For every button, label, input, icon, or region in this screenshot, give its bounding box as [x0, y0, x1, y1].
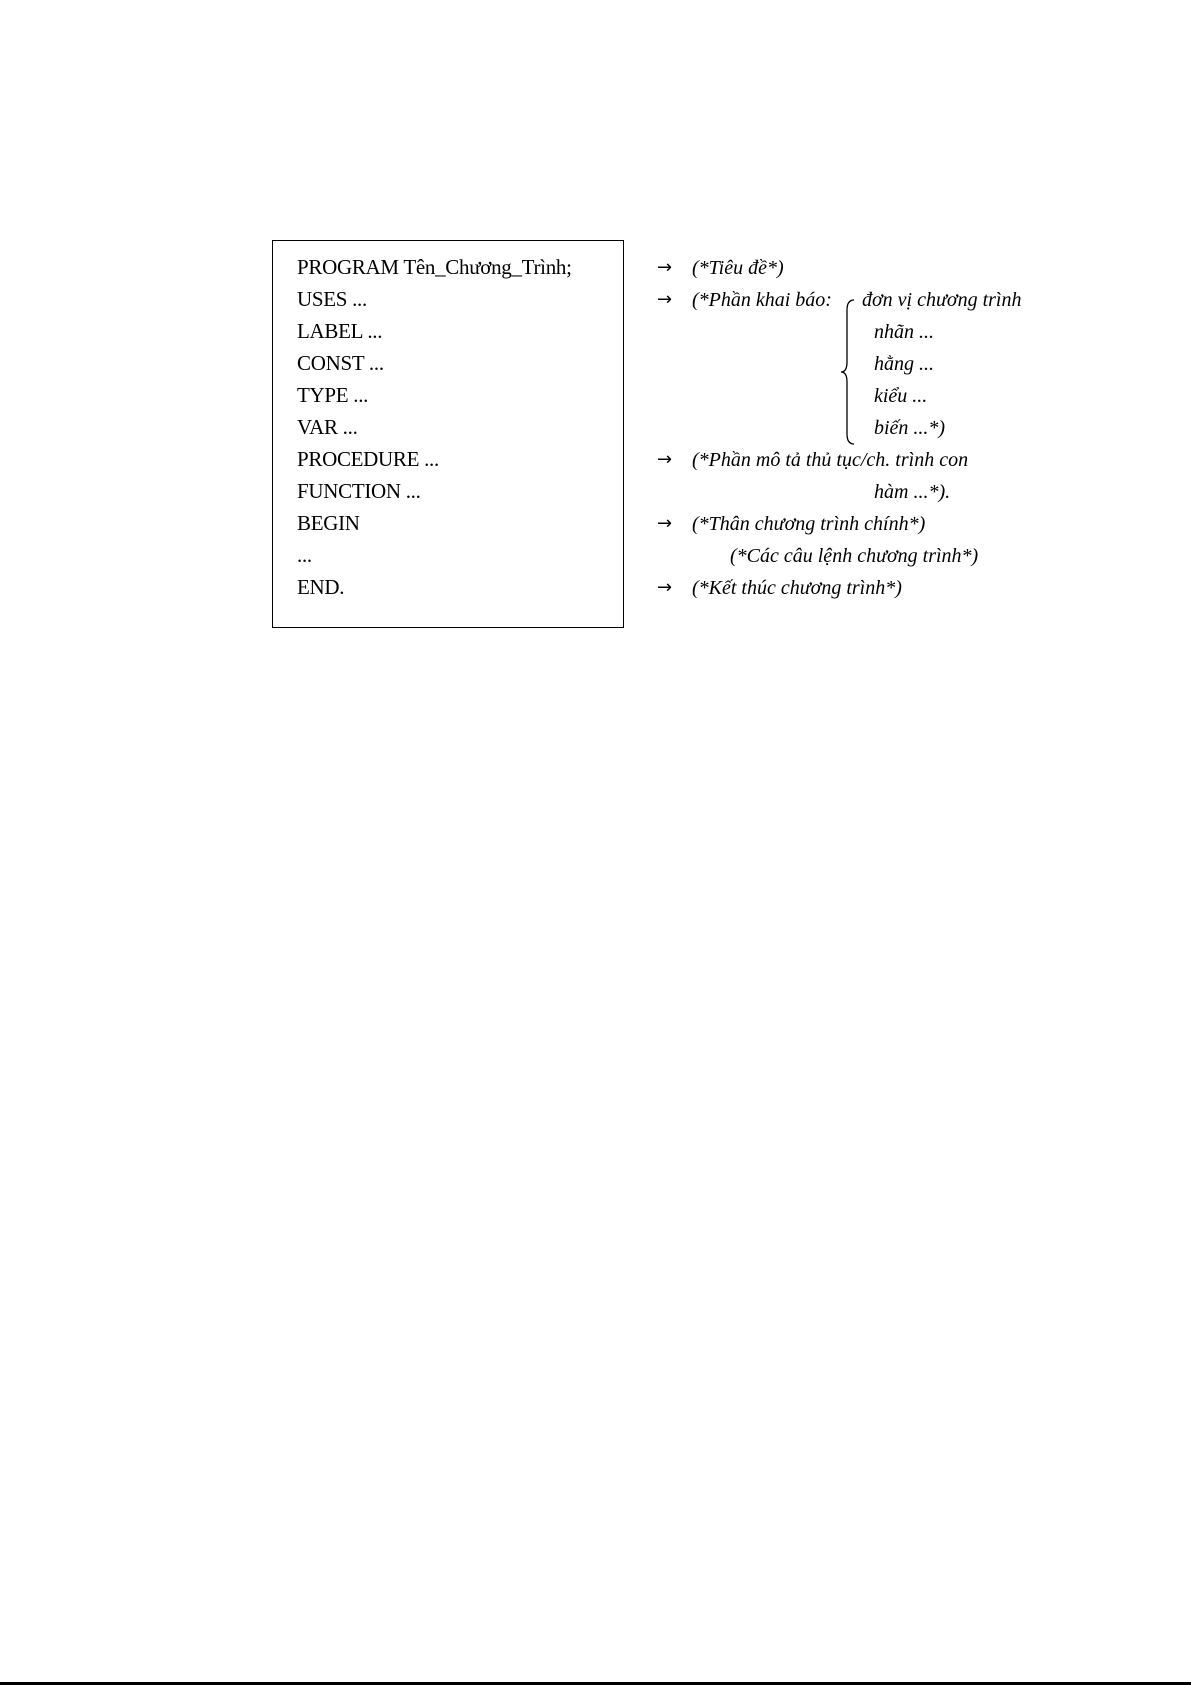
- note-declaration-unit: đơn vị chương trình: [862, 289, 1022, 311]
- code-line-const: CONST ...: [297, 351, 384, 375]
- note-procedure-cont: hàm ...*).: [874, 481, 951, 503]
- note-declaration-var-item: biến ...*): [874, 417, 946, 439]
- arrow-icon-end: →: [657, 577, 673, 598]
- note-procedure-label: (*Phần mô tả thủ tục/ch. trình con: [692, 449, 969, 471]
- note-declaration-label-item: nhãn ...: [874, 321, 934, 343]
- arrow-icon-title: →: [657, 257, 673, 278]
- code-line-label: LABEL ...: [297, 319, 383, 343]
- arrow-icon-declaration: →: [657, 289, 673, 310]
- note-declaration-const-item: hằng ...: [874, 353, 934, 375]
- note-statements-label: (*Các câu lệnh chương trình*): [730, 545, 979, 567]
- note-declaration-type-item: kiểu ...: [874, 385, 928, 407]
- curly-brace-icon: [838, 298, 858, 446]
- arrow-icon-procedure: →: [657, 449, 673, 470]
- code-line-var: VAR ...: [297, 415, 358, 439]
- code-line-uses: USES ...: [297, 287, 367, 311]
- code-line-begin: BEGIN: [297, 511, 360, 535]
- code-line-type: TYPE ...: [297, 383, 369, 407]
- code-line-function: FUNCTION ...: [297, 479, 421, 503]
- note-title: (*Tiêu đề*): [692, 257, 784, 279]
- note-body-label: (*Thân chương trình chính*): [692, 513, 926, 535]
- code-line-program: PROGRAM Tên_Chương_Trình;: [297, 255, 572, 279]
- arrow-icon-body: →: [657, 513, 673, 534]
- code-line-ellipsis: ...: [297, 543, 312, 567]
- code-line-end: END.: [297, 575, 345, 599]
- program-structure-box: [272, 240, 624, 628]
- note-declaration-label: (*Phần khai báo:: [692, 289, 832, 311]
- note-end-label: (*Kết thúc chương trình*): [692, 577, 902, 599]
- code-line-procedure: PROCEDURE ...: [297, 447, 439, 471]
